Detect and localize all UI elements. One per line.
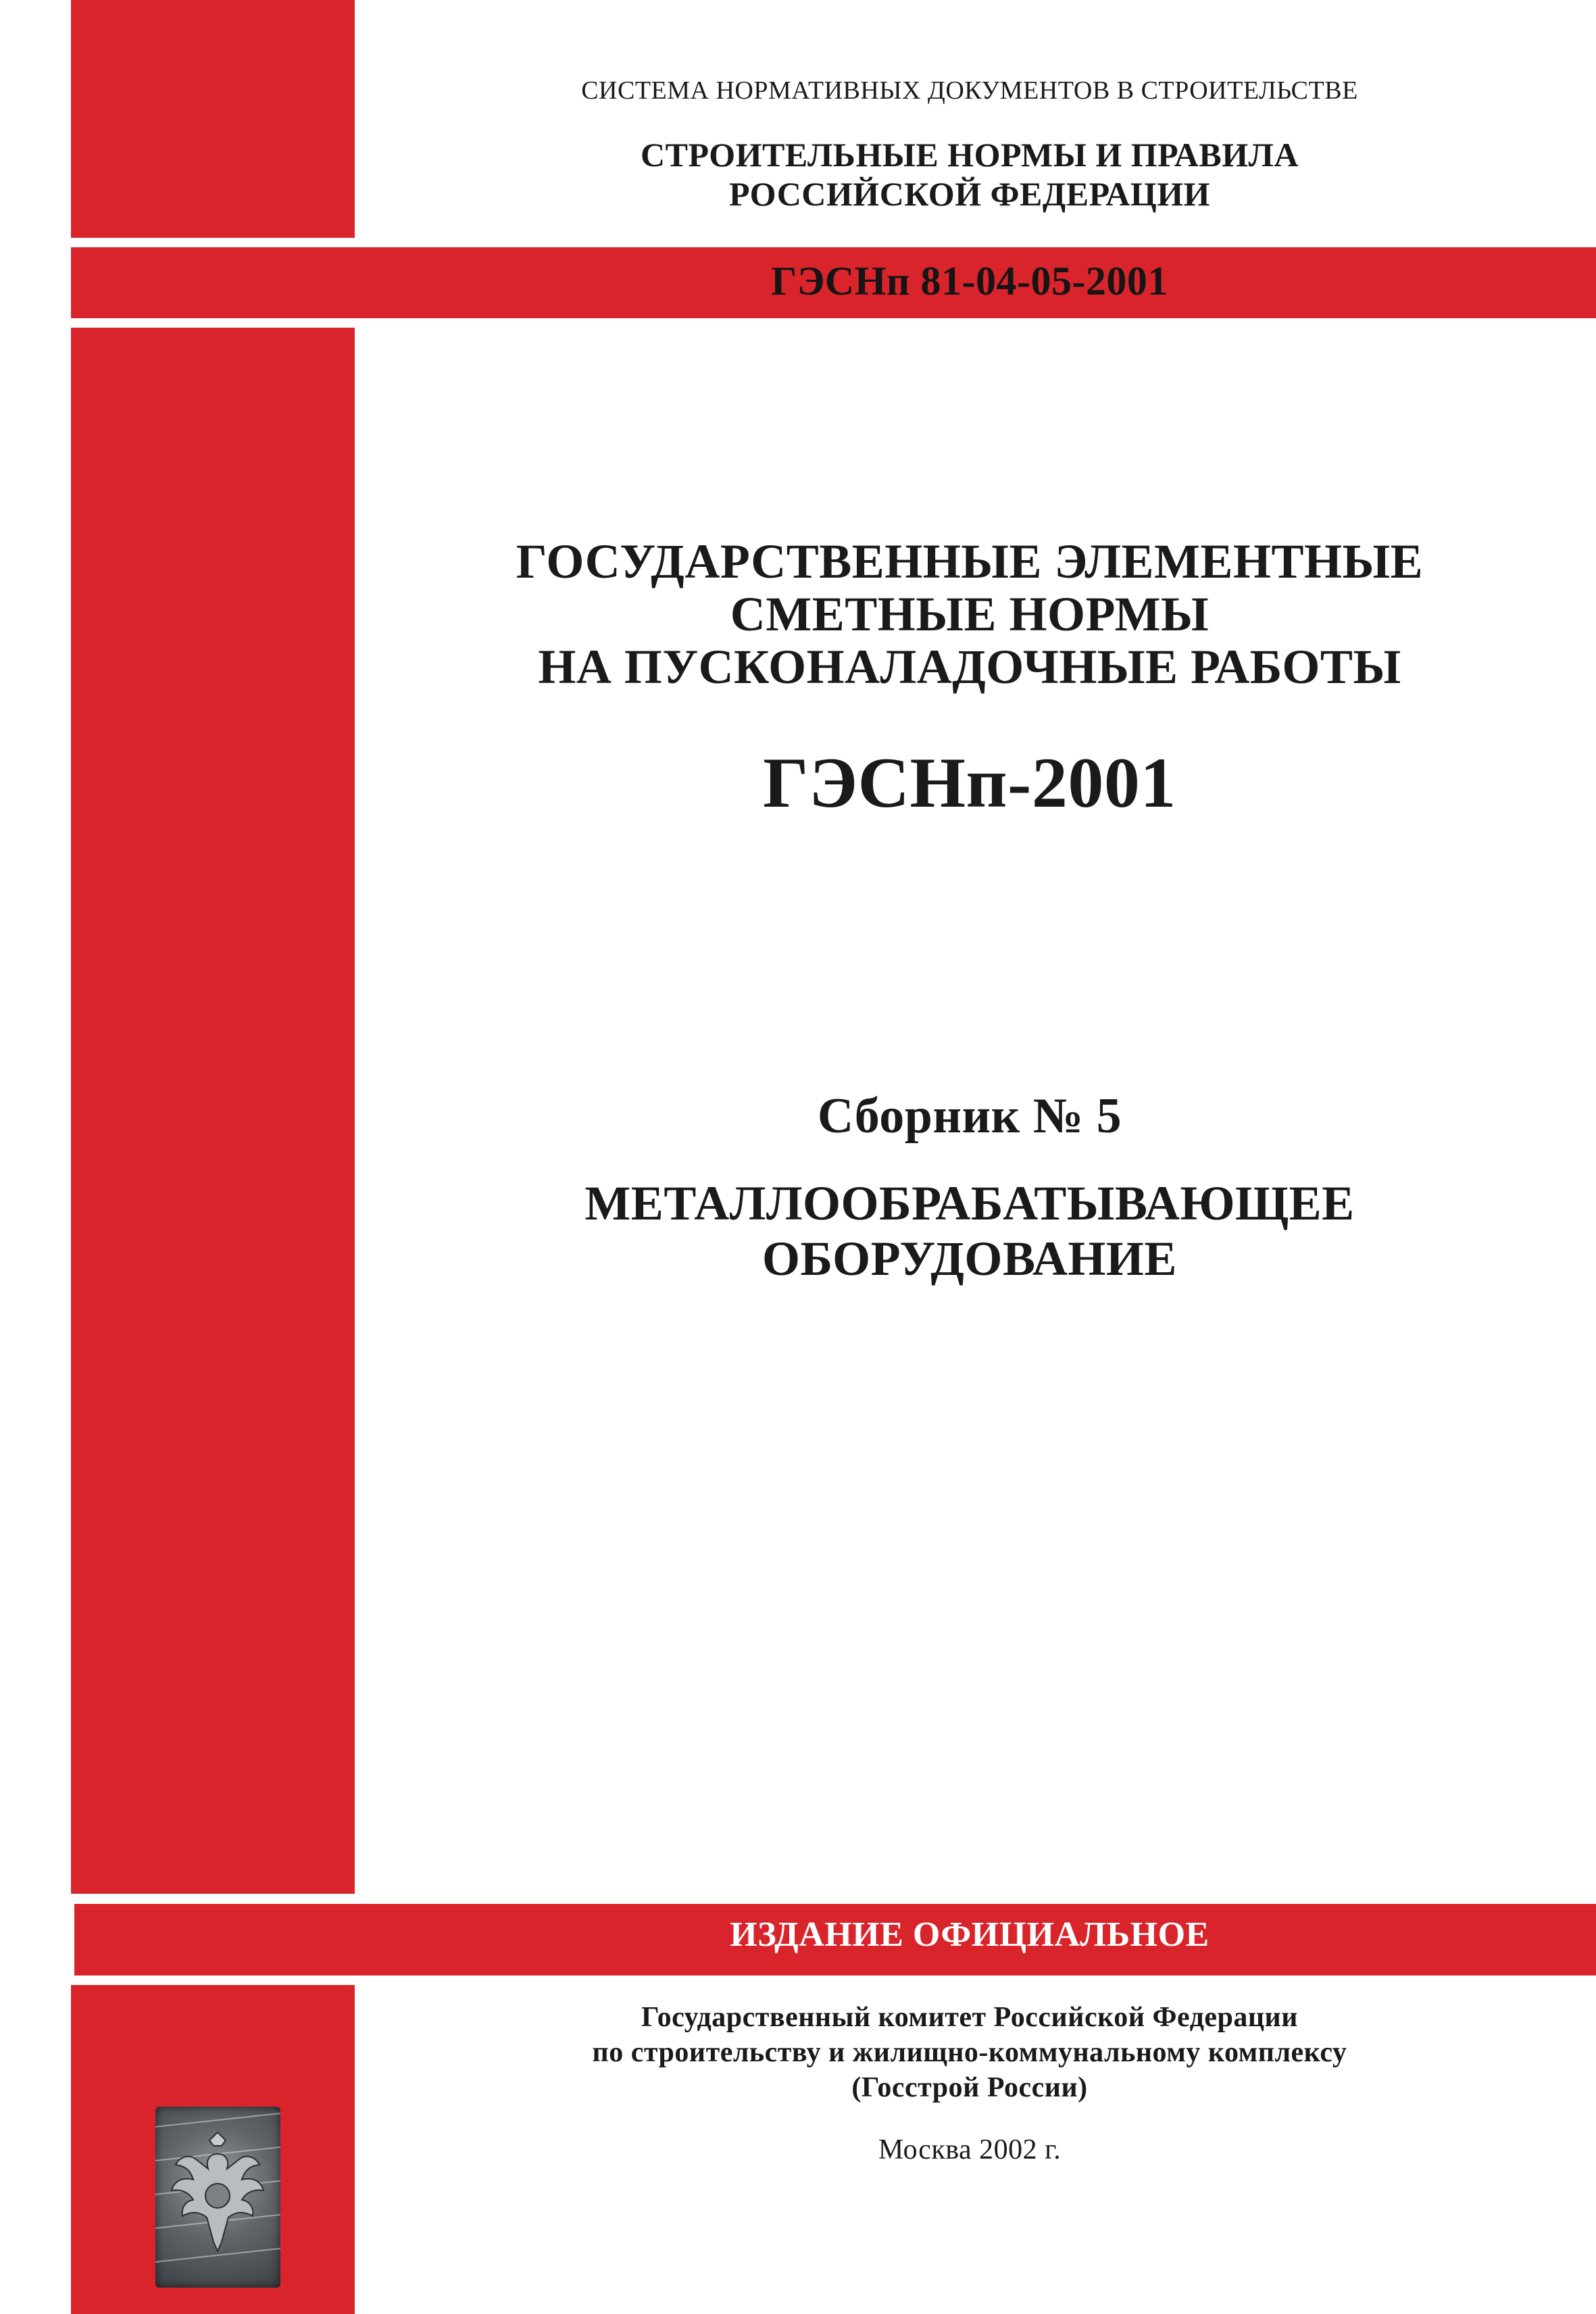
- publisher-line-1: Государственный комитет Российской Федерации: [641, 2002, 1298, 2033]
- double-headed-eagle-hologram-icon: [155, 2107, 280, 2288]
- volume-title-line-2: ОБОРУДОВАНИЕ: [762, 1232, 1177, 1286]
- official-edition-label: ИЗДАНИЕ ОФИЦИАЛЬНОЕ: [730, 1915, 1210, 1954]
- snip-title-line-2: РОССИЙСКОЙ ФЕДЕРАЦИИ: [728, 175, 1211, 213]
- volume-title-line-1: МЕТАЛЛООБРАБАТЫВАЮЩЕЕ: [584, 1176, 1355, 1230]
- left-red-bar-top: [71, 0, 355, 238]
- main-title-code: ГЭСНп-2001: [763, 743, 1176, 822]
- system-line: СИСТЕМА НОРМАТИВНЫХ ДОКУМЕНТОВ В СТРОИТЕЛЬСТВЕ: [581, 76, 1358, 105]
- main-title-line-2: СМЕТНЫЕ НОРМЫ: [730, 587, 1210, 641]
- document-code: ГЭСНп 81-04-05-2001: [771, 259, 1168, 303]
- city-year: Москва 2002 г.: [878, 2134, 1062, 2165]
- left-red-bar-middle: [71, 328, 355, 1894]
- main-title-line-3: НА ПУСКОНАЛАДОЧНЫЕ РАБОТЫ: [538, 640, 1401, 694]
- publisher-line-2: по строительству и жилищно-коммунальному комплексу: [592, 2037, 1347, 2068]
- volume-label: Сборник № 5: [817, 1088, 1122, 1144]
- main-title-line-1: ГОСУДАРСТВЕННЫЕ ЭЛЕМЕНТНЫЕ: [516, 534, 1424, 588]
- publisher-line-3: (Госстрой России): [851, 2072, 1088, 2103]
- snip-title-line-1: СТРОИТЕЛЬНЫЕ НОРМЫ И ПРАВИЛА: [641, 136, 1299, 174]
